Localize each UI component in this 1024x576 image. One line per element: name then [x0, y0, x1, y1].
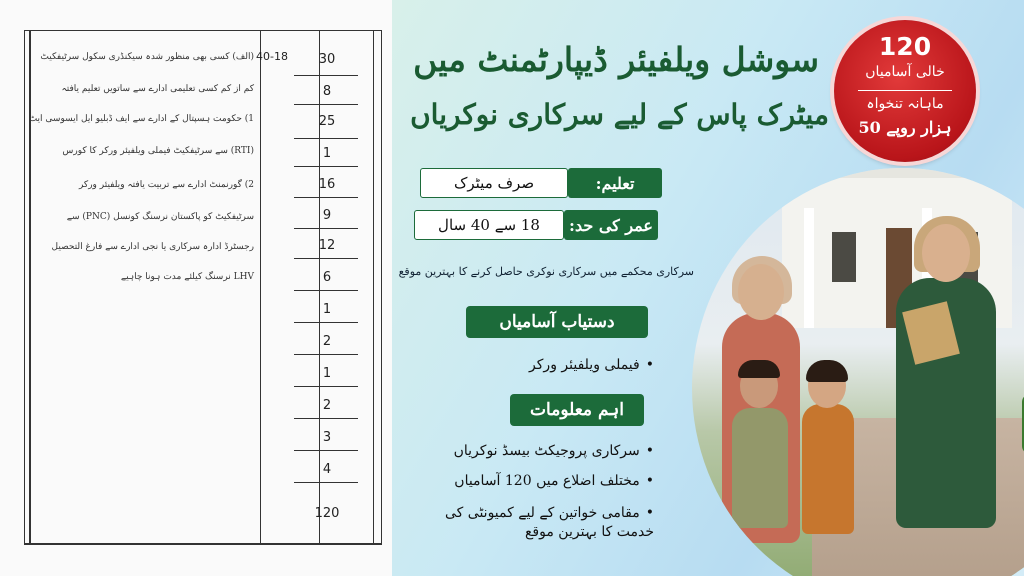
table-row-line [294, 104, 358, 105]
table-cell-number: 2 [322, 334, 332, 349]
table-cell-number: 9 [322, 208, 332, 223]
table-row-line [294, 482, 358, 483]
poster-tagline: سرکاری محکمے میں سرکاری نوکری حاصل کرنے کا بہترین موقع [398, 265, 694, 278]
community-photo [692, 168, 1024, 576]
handwritten-line: سرٹیفکیٹ کو پاکستان نرسنگ کونسل (PNC) سے [66, 212, 254, 222]
education-label: تعلیم: [568, 168, 662, 198]
handwritten-line: (الف) کسی بھی منظور شدہ سیکنڈری سکول سرٹیفکیٹ [40, 52, 254, 62]
poster-title-line1: سوشل ویلفیئر ڈیپارٹمنٹ میں [413, 40, 819, 79]
table-row-line [294, 418, 358, 419]
handwritten-line: (RTI) سے سرٹیفکیٹ فیملی ویلفیئر ورکر کا کورس [62, 146, 254, 156]
vacancy-count: 120 [878, 32, 932, 61]
available-posts-heading: دستیاب آسامیاں [466, 306, 648, 338]
table-row-line [294, 228, 358, 229]
table-row-line [294, 258, 358, 259]
table-row-line [294, 166, 358, 167]
girl-hair [806, 360, 848, 382]
table-divider [29, 31, 31, 543]
table-cell-number: 4 [322, 462, 332, 477]
building-column [804, 208, 814, 328]
info-point: • مختلف اضلاع میں 120 آسامیاں [454, 472, 654, 491]
table-cell-number: 6 [322, 270, 332, 285]
age-limit-value: 18 سے 40 سال [414, 210, 564, 240]
boy-figure [732, 408, 788, 528]
available-post-item: • فیملی ویلفیئر ورکر [529, 356, 654, 375]
table-cell-number: 16 [318, 177, 336, 192]
age-range-cell: 40-18 [256, 50, 288, 63]
building-window [832, 232, 856, 282]
job-poster [392, 0, 1024, 576]
vacancy-badge [834, 20, 976, 162]
table-row-line [294, 322, 358, 323]
table-cell-total: 120 [314, 506, 340, 521]
education-value: صرف میٹرک [420, 168, 568, 198]
table-cell-number: 8 [322, 84, 332, 99]
badge-divider [858, 90, 952, 91]
table-row-line [294, 450, 358, 451]
mother-face [738, 264, 784, 320]
table-divider [260, 31, 261, 543]
boy-hair [738, 360, 780, 378]
scanned-document [0, 0, 392, 576]
vacancy-label: خالی آسامیاں [865, 64, 945, 80]
info-point: • مقامی خواتین کے لیے کمیونٹی کی خدمت کا بہترین موقع [418, 504, 654, 542]
info-point: • سرکاری پروجیکٹ بیسڈ نوکریاں [454, 442, 654, 461]
age-limit-label: عمر کی حد: [564, 210, 658, 240]
table-cell-number: 1 [322, 146, 332, 161]
important-info-heading: اہم معلومات [510, 394, 644, 426]
table-row-line [294, 197, 358, 198]
table-cell-number: 3 [322, 430, 332, 445]
education-row [420, 168, 662, 198]
table-cell-number: 1 [322, 366, 332, 381]
handwritten-line: 2) گورنمنٹ ادارے سے تربیت یافتہ ویلفیئر ورکر [78, 180, 254, 190]
table-row-line [294, 354, 358, 355]
table-cell-number: 30 [318, 52, 336, 67]
salary-value: 50 ہزار روپے [858, 118, 952, 137]
table-row-line [294, 290, 358, 291]
handwritten-line: رجسٹرڈ ادارہ سرکاری یا نجی ادارے سے فارغ التحصیل [51, 242, 254, 252]
table-cell-number: 2 [322, 398, 332, 413]
age-limit-row [414, 210, 658, 240]
poster-title-line2: میٹرک پاس کے لیے سرکاری نوکریاں [410, 98, 829, 131]
table-cell-number: 1 [322, 302, 332, 317]
worker-face [922, 224, 970, 282]
handwritten-line: کم از کم کسی تعلیمی ادارے سے ساتویں تعلیم یافتہ [61, 84, 254, 94]
table-cell-number: 12 [318, 238, 336, 253]
table-row-line [294, 138, 358, 139]
table-row-line [294, 75, 358, 76]
table-divider [373, 31, 374, 543]
table-row-line [294, 386, 358, 387]
table-cell-number: 25 [318, 114, 336, 129]
salary-label: ماہانہ تنخواہ [866, 96, 944, 112]
handwritten-line: 1) حکومت ہسپتال کے ادارے سے ایف ڈبلیو ایل ایسوسی ایٹ [28, 114, 254, 124]
handwritten-line: LHV نرسنگ کیلئے مدت ہونا چاہیے [120, 272, 254, 282]
girl-figure [802, 404, 854, 534]
